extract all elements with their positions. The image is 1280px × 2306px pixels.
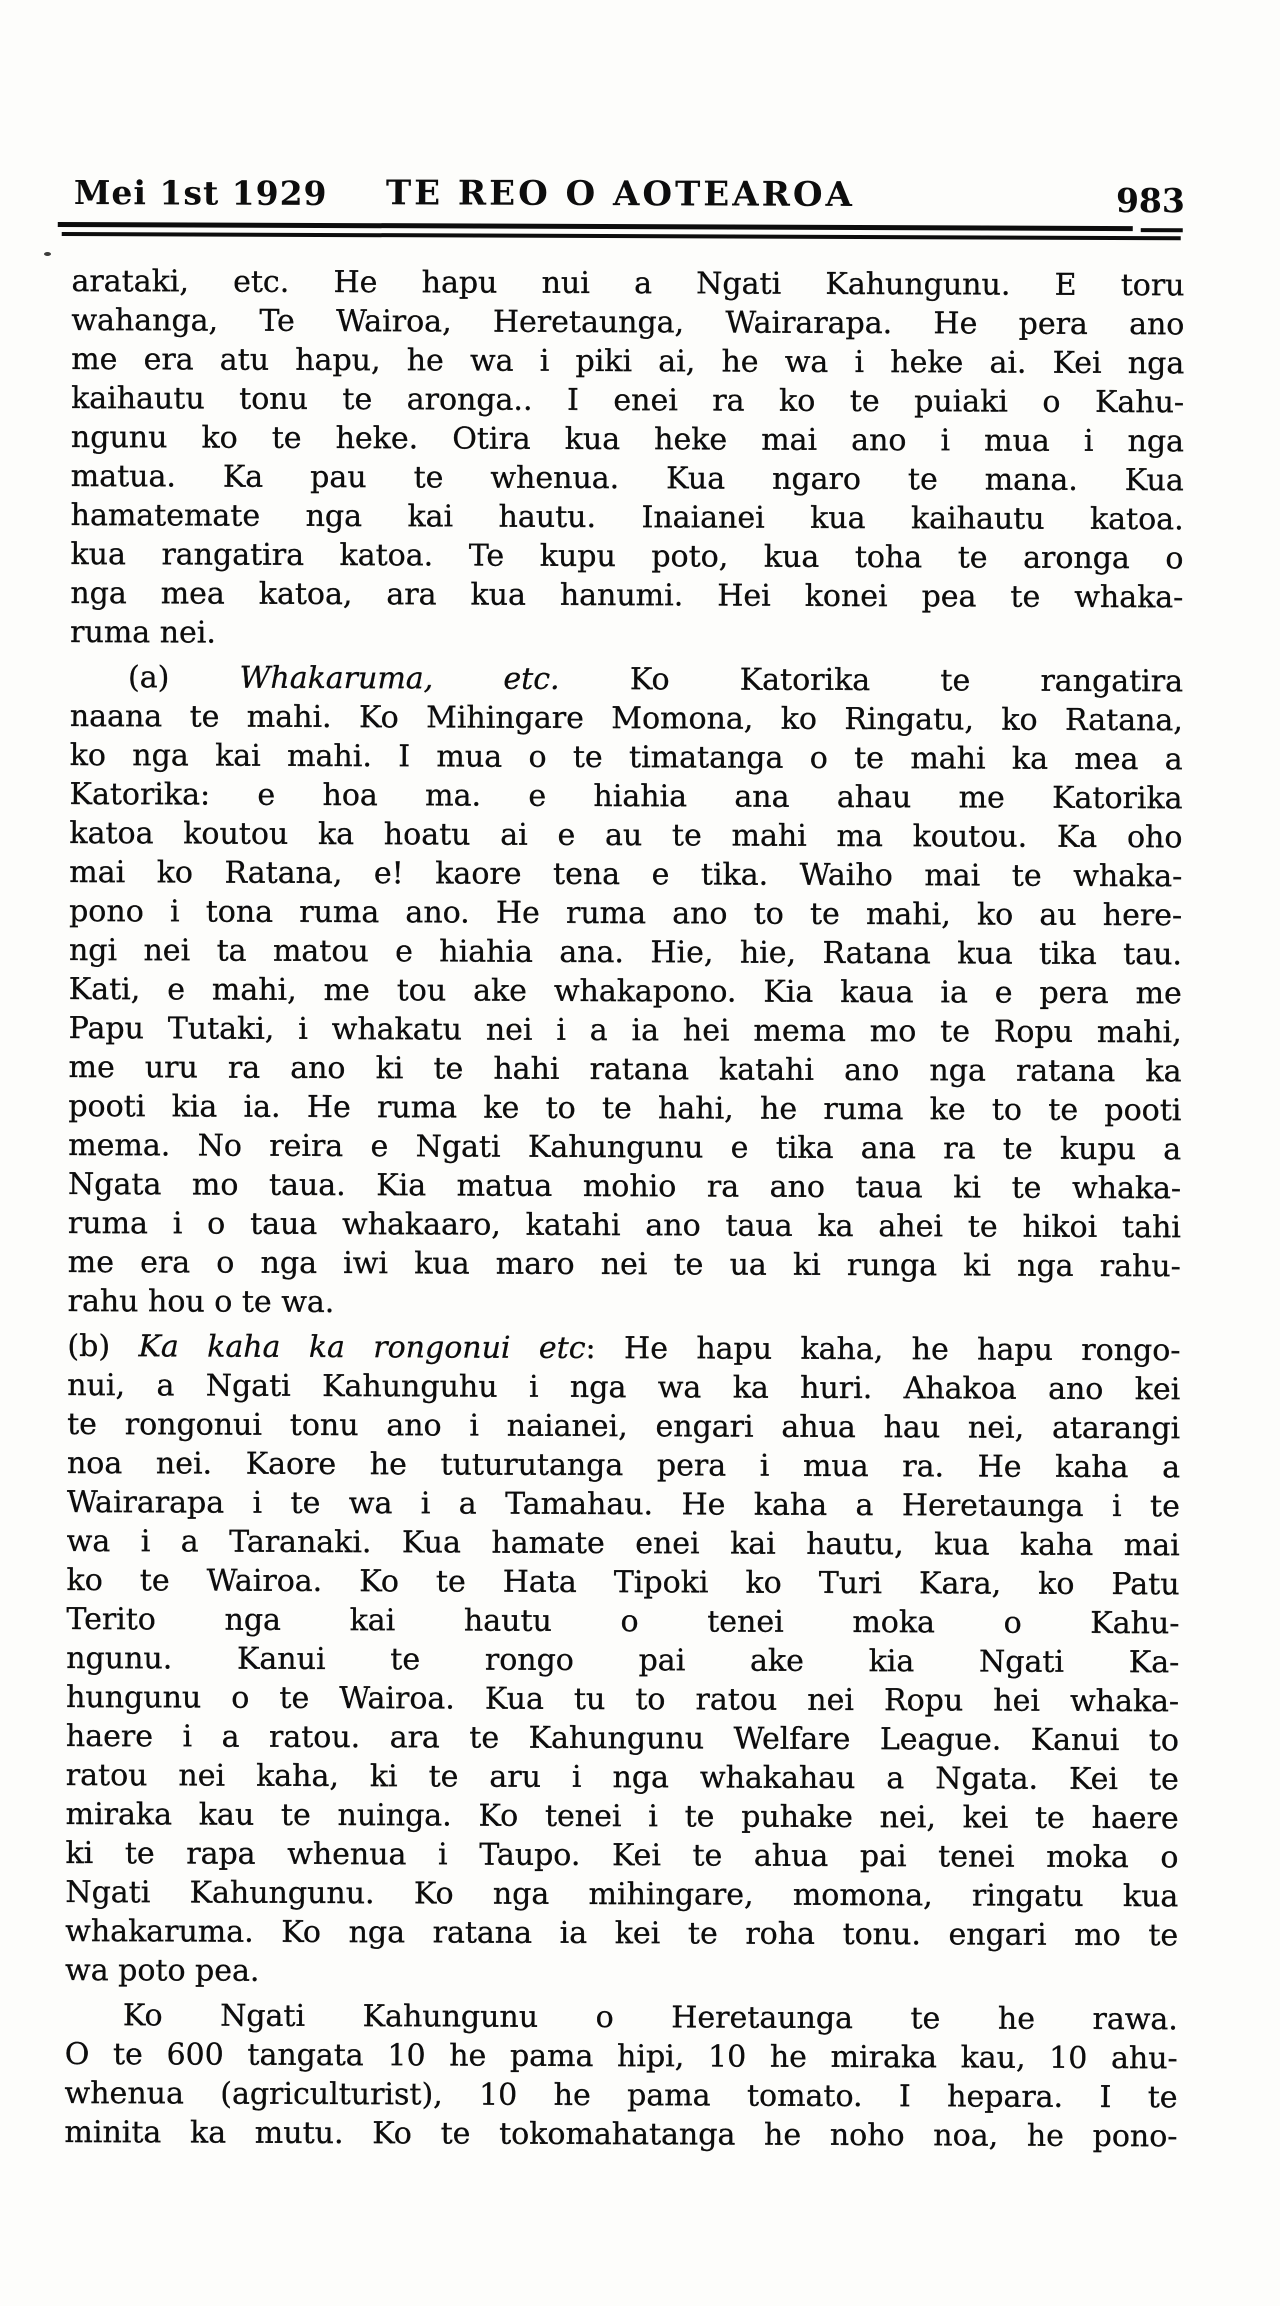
- text-segment: nga mea katoa, ara kua hanumi. Hei konei pea te whaka-: [70, 575, 1184, 616]
- text-line: [66, 1639, 1179, 1682]
- text-line: [68, 1243, 1181, 1286]
- text-segment: kua rangatira katoa. Te kupu poto, kua toha te aronga o: [70, 536, 1184, 577]
- article-body: [64, 262, 1184, 2156]
- text-line: [65, 1951, 1178, 1994]
- text-line: [69, 892, 1182, 935]
- text-segment: pono i tona ruma ano. He ruma ano to te mahi, ko au here-: [69, 893, 1183, 934]
- text-line: [71, 340, 1184, 383]
- paragraph: [65, 1327, 1181, 1994]
- text-segment: katoa koutou ka hoatu ai e au te mahi ma koutou. Ka oho: [69, 815, 1183, 856]
- text-line: [66, 1600, 1179, 1643]
- italic-text-segment: Ka kaha ka rongonui etc: [138, 1329, 586, 1366]
- text-line: [65, 1834, 1178, 1877]
- text-segment: whakaruma. Ko nga ratana ia kei te roha tonu. engari mo te: [65, 1913, 1179, 1954]
- text-line: [69, 970, 1182, 1013]
- text-segment: minita ka mutu. Ko te tokomahatanga he noho noa, he pono-: [64, 2114, 1178, 2155]
- text-segment: hamatemate nga kai hautu. Inaianei kua kaihautu katoa.: [70, 497, 1184, 538]
- text-line: [70, 574, 1183, 617]
- italic-text-segment: Whakaruma, etc.: [239, 660, 560, 697]
- scan-speck: [44, 252, 51, 256]
- text-segment: wa i a Taranaki. Kua hamate enei kai hautu, kua kaha mai: [66, 1523, 1180, 1564]
- text-line: [66, 1678, 1179, 1721]
- text-line: [71, 457, 1184, 500]
- page-number: 983: [1115, 181, 1185, 221]
- header-double-rule: [58, 222, 1185, 240]
- text-line: [66, 1717, 1179, 1760]
- text-segment: me uru ra ano ki te hahi ratana katahi ano nga ratana ka: [68, 1049, 1182, 1090]
- text-segment: O te 600 tangata 10 he pama hipi, 10 he miraka kau, 10 ahu-: [64, 2036, 1178, 2077]
- text-segment: Ngata mo taua. Kia matua mohio ra ano taua ki te whaka-: [68, 1166, 1182, 1207]
- text-segment: : He hapu kaha, he hapu rongo-: [585, 1330, 1181, 1369]
- text-line: [67, 1444, 1180, 1487]
- text-line: [65, 2035, 1178, 2078]
- text-line: [70, 736, 1183, 779]
- text-segment: Terito nga kai hautu o tenei moka o Kahu-: [66, 1601, 1180, 1642]
- text-segment: ngunu. Kanui te rongo pai ake kia Ngati Ka-: [66, 1640, 1180, 1681]
- text-segment: Wairarapa i te wa i a Tamahau. He kaha a Heretaunga i te: [66, 1484, 1180, 1525]
- text-segment: (a): [127, 660, 240, 696]
- text-segment: pooti kia ia. He ruma ke to te hahi, he ruma ke to te pooti: [68, 1088, 1182, 1129]
- text-segment: rahu hou o te wa.: [67, 1283, 335, 1321]
- text-segment: mema. No reira e Ngati Kahungunu e tika ana ra te kupu a: [68, 1127, 1182, 1168]
- paragraph: [68, 658, 1184, 1325]
- text-segment: kaihautu tonu te aronga.. I enei ra ko te puiaki o Kahu-: [71, 380, 1185, 421]
- text-line: [71, 379, 1184, 422]
- text-line: [69, 814, 1182, 857]
- text-segment: Ko Katorika te rangatira: [559, 661, 1184, 700]
- text-line: [68, 1204, 1181, 1247]
- text-segment: ko te Wairoa. Ko te Hata Tipoki ko Turi Kara, ko Patu: [66, 1562, 1180, 1603]
- text-segment: Ko Ngati Kahungunu o Heretaunga te he rawa.: [122, 1998, 1178, 2038]
- text-line: [71, 496, 1184, 539]
- text-segment: miraka kau te nuinga. Ko tenei i te puhake nei, kei te haere: [65, 1796, 1179, 1837]
- text-segment: ratou nei kaha, ki te aru i nga whakahau a Ngata. Kei te: [65, 1757, 1179, 1798]
- text-segment: Kati, e mahi, me tou ake whakapono. Kia kaua ia e pera me: [68, 971, 1182, 1012]
- text-line: [67, 1483, 1180, 1526]
- text-line: [70, 697, 1183, 740]
- page-content: [64, 166, 1185, 2156]
- text-segment: ruma i o taua whakaaro, katahi ano taua ka ahei te hikoi tahi: [67, 1205, 1181, 1246]
- text-line: [69, 853, 1182, 896]
- text-line: [70, 613, 1183, 656]
- text-segment: noa nei. Kaore he tuturutanga pera i mua ra. He kaha a: [66, 1445, 1181, 1486]
- text-line: [71, 301, 1184, 344]
- text-segment: matua. Ka pau te whenua. Kua ngaro te mana. Kua: [70, 458, 1184, 499]
- text-line: [66, 1561, 1179, 1604]
- text-segment: Katorika: e hoa ma. e hiahia ana ahau me Katorika: [69, 776, 1183, 817]
- text-segment: ngi nei ta matou e hiahia ana. Hie, hie, Ratana kua tika tau.: [68, 932, 1183, 973]
- text-segment: ko nga kai mahi. I mua o te timatanga o te mahi ka mea a: [69, 737, 1183, 778]
- text-line: [70, 535, 1183, 578]
- header-rule-bottom: [62, 232, 1181, 240]
- text-line: [68, 1126, 1181, 1169]
- text-segment: mai ko Ratana, e! kaore tena e tika. Waiho mai te whaka-: [69, 854, 1183, 895]
- text-segment: ruma nei.: [70, 614, 217, 651]
- text-line: [67, 1366, 1180, 1409]
- page-title: TE REO O AOTEAROA: [385, 173, 855, 216]
- text-line: [69, 931, 1182, 974]
- text-segment: naana te mahi. Ko Mihingare Momona, ko Ringatu, ko Ratana,: [69, 698, 1183, 739]
- text-line: [68, 1087, 1181, 1130]
- text-segment: Papu Tutaki, i whakatu nei i a ia hei mema mo te Ropu mahi,: [68, 1010, 1182, 1051]
- text-line: [67, 1522, 1180, 1565]
- header-rule-top: [58, 222, 1133, 231]
- text-segment: (b): [67, 1328, 139, 1365]
- page-header: [72, 166, 1185, 221]
- text-segment: nui, a Ngati Kahunguhu i nga wa ka huri. Ahakoa ano kei: [67, 1367, 1181, 1408]
- text-segment: haere i a ratou. ara te Kahungunu Welfare League. Kanui to: [65, 1718, 1180, 1759]
- text-segment: Ngati Kahungunu. Ko nga mihingare, momona, ringatu kua: [65, 1874, 1179, 1915]
- text-line: [71, 418, 1184, 461]
- text-line: [67, 1327, 1180, 1370]
- text-line: [69, 1009, 1182, 1052]
- text-line: [65, 2074, 1178, 2117]
- text-segment: hungunu o te Wairoa. Kua tu to ratou nei Ropu hei whaka-: [66, 1679, 1180, 1720]
- paragraph: [70, 262, 1184, 656]
- text-segment: ki te rapa whenua i Taupo. Kei te ahua pai tenei moka o: [65, 1835, 1179, 1876]
- text-line: [65, 1873, 1178, 1916]
- text-line: [67, 1405, 1180, 1448]
- text-line: [64, 2113, 1177, 2156]
- text-segment: wahanga, Te Wairoa, Heretaunga, Wairarapa. He pera ano: [71, 302, 1185, 343]
- text-line: [68, 1048, 1181, 1091]
- text-line: [65, 1996, 1178, 2039]
- text-line: [71, 262, 1184, 305]
- text-segment: whenua (agriculturist), 10 he pama tomato. I hepara. I te: [64, 2075, 1178, 2116]
- text-segment: te rongonui tonu ano i naianei, engari ahua hau nei, atarangi: [67, 1406, 1181, 1447]
- paragraph: [64, 1996, 1178, 2156]
- header-rule-top-right-segment: [1141, 228, 1183, 232]
- text-line: [70, 658, 1183, 701]
- text-line: [68, 1282, 1181, 1325]
- text-line: [65, 1912, 1178, 1955]
- text-segment: me era o nga iwi kua maro nei te ua ki runga ki nga rahu-: [67, 1244, 1181, 1285]
- text-line: [66, 1795, 1179, 1838]
- text-line: [68, 1165, 1181, 1208]
- text-segment: arataki, etc. He hapu nui a Ngati Kahungunu. E toru: [71, 263, 1185, 304]
- text-segment: wa poto pea.: [65, 1952, 260, 1989]
- text-segment: ngunu ko te heke. Otira kua heke mai ano i mua i nga: [70, 419, 1185, 460]
- text-line: [66, 1756, 1179, 1799]
- text-line: [70, 775, 1183, 818]
- issue-date: Mei 1st 1929: [73, 173, 328, 213]
- text-segment: me era atu hapu, he wa i piki ai, he wa i heke ai. Kei nga: [71, 341, 1185, 382]
